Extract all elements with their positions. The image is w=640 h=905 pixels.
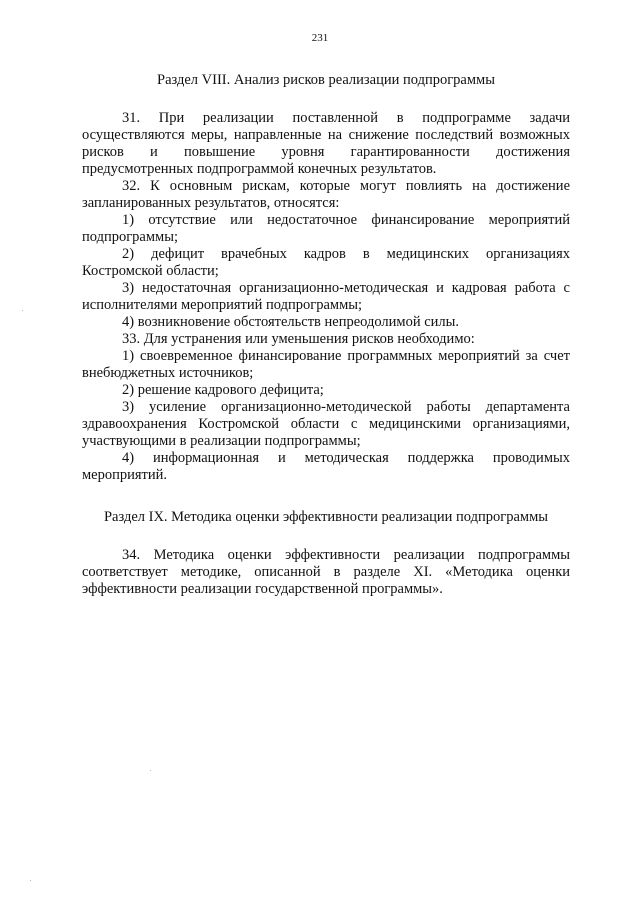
risk-item-3: 3) недостаточная организационно-методическая и кадровая работа с исполнителями мероприятий подпрограммы; xyxy=(82,280,570,313)
paragraph-33: 33. Для устранения или уменьшения рисков необходимо: xyxy=(122,331,475,347)
measure-item-1: 1) своевременное финансирование программных мероприятий за счет внебюджетных источников; xyxy=(82,348,570,381)
section-8-body xyxy=(82,110,570,484)
scan-speck xyxy=(30,880,31,881)
risk-item-1: 1) отсутствие или недостаточное финансирование мероприятий подпрограммы; xyxy=(82,212,570,245)
measure-item-3: 3) усиление организационно-методической работы департамента здравоохранения Костромской области с медицинскими организациями, участвующими в реализации подпрограммы; xyxy=(82,399,570,449)
risk-item-4: 4) возникновение обстоятельств непреодолимой силы. xyxy=(122,314,460,330)
paragraph-32: 32. К основным рискам, которые могут повлиять на достижение запланированных результатов, относятся: xyxy=(82,178,570,211)
paragraph-34: 34. Методика оценки эффективности реализации подпрограммы соответствует методике, описанной в разделе XI. «Методика оценки эффективности реализации государственной программы». xyxy=(82,547,570,597)
section-9-heading: Раздел IX. Методика оценки эффективности реализации подпрограммы xyxy=(103,509,548,525)
section-8-heading: Раздел VIII. Анализ рисков реализации подпрограммы xyxy=(157,72,495,88)
scan-speck xyxy=(22,310,23,311)
page-number: 231 xyxy=(311,32,329,44)
measure-item-2: 2) решение кадрового дефицита; xyxy=(122,382,324,398)
section-9-body xyxy=(82,547,570,598)
scan-speck xyxy=(150,770,151,771)
measure-item-4: 4) информационная и методическая поддержка проводимых мероприятий. xyxy=(82,450,570,483)
risk-item-2: 2) дефицит врачебных кадров в медицинских организациях Костромской области; xyxy=(82,246,570,279)
paragraph-31: 31. При реализации поставленной в подпрограмме задачи осуществляются меры, направленные на снижение последствий возможных рисков и повышение уровня гарантированности достижения предусмотренных подпрограммой конечных результатов. xyxy=(82,110,570,177)
document-body xyxy=(82,72,570,598)
